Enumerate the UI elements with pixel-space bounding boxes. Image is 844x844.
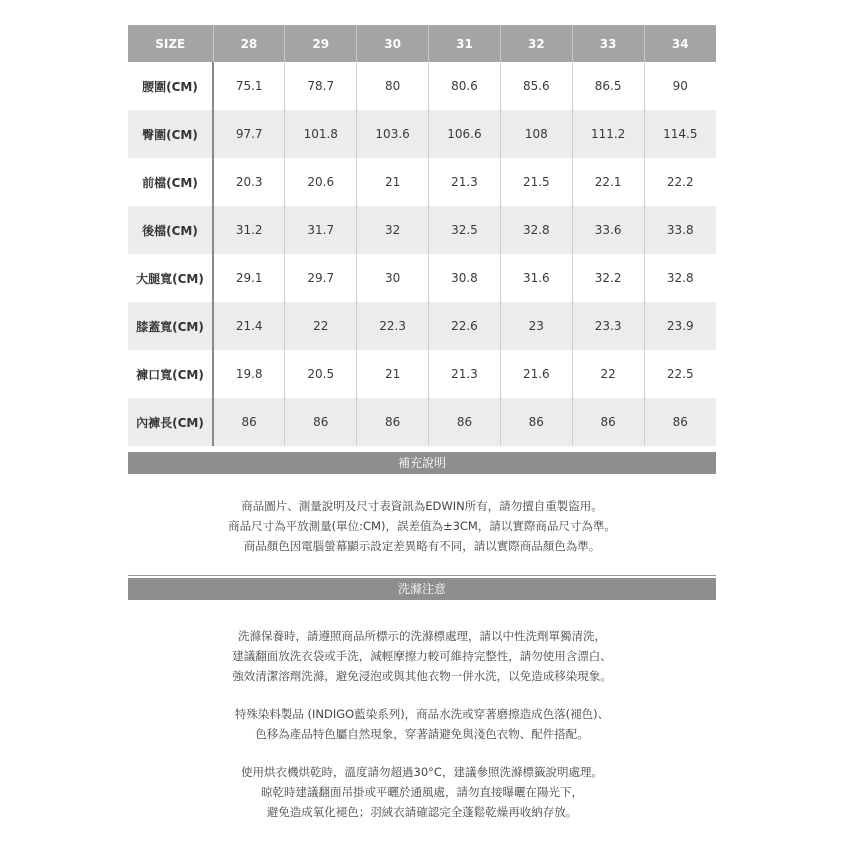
table-cell: 33.8 xyxy=(644,206,716,254)
row-label: 後檔(CM) xyxy=(128,206,213,254)
table-row xyxy=(128,350,716,398)
table-cell: 31.7 xyxy=(285,206,357,254)
size-header-31: 31 xyxy=(429,25,501,62)
table-cell: 21 xyxy=(357,350,429,398)
table-cell: 22 xyxy=(285,302,357,350)
table-cell: 86 xyxy=(500,398,572,446)
washing-paragraph-1 xyxy=(128,626,716,686)
row-label: 臀圍(CM) xyxy=(128,110,213,158)
row-label: 大腿寬(CM) xyxy=(128,254,213,302)
supplement-line: 商品圖片、測量說明及尺寸表資訊為EDWIN所有，請勿擅自重製盜用。 xyxy=(241,499,603,513)
table-row xyxy=(128,302,716,350)
washing-paragraph-2 xyxy=(128,704,716,744)
size-header-33: 33 xyxy=(572,25,644,62)
table-row xyxy=(128,254,716,302)
table-cell: 22.5 xyxy=(666,367,694,381)
row-label: 內褲長(CM) xyxy=(128,398,213,446)
table-cell: 20.6 xyxy=(285,158,357,206)
washing-line: 洗滌保養時，請遵照商品所標示的洗滌標處理，請以中性洗劑單獨清洗， xyxy=(238,629,606,643)
table-cell: 86 xyxy=(572,398,644,446)
washing-title-bar: 洗滌注意 xyxy=(128,578,716,600)
table-cell: 21.3 xyxy=(429,158,501,206)
table-cell: 80.6 xyxy=(429,62,501,110)
table-cell: 31.2 xyxy=(213,206,285,254)
table-cell: 21.4 xyxy=(213,302,285,350)
table-cell: 22.1 xyxy=(572,158,644,206)
table-cell: 106.6 xyxy=(429,110,501,158)
size-header-32: 32 xyxy=(500,25,572,62)
table-cell: 86 xyxy=(285,398,357,446)
table-cell: 32.8 xyxy=(500,206,572,254)
table-cell: 114.5 xyxy=(644,110,716,158)
table-cell: 108 xyxy=(500,110,572,158)
table-cell: 103.6 xyxy=(357,110,429,158)
table-cell: 19.8 xyxy=(213,350,285,398)
size-header-29: 29 xyxy=(285,25,357,62)
table-cell: 97.7 xyxy=(213,110,285,158)
table-cell: 22.2 xyxy=(666,175,694,189)
table-cell: 23.3 xyxy=(572,302,644,350)
table-cell: 86 xyxy=(357,398,429,446)
washing-paragraph-3 xyxy=(128,762,716,822)
row-label: 前檔(CM) xyxy=(128,158,213,206)
table-cell: 32.2 xyxy=(572,254,644,302)
table-cell: 86 xyxy=(644,398,716,446)
table-cell: 33.6 xyxy=(572,206,644,254)
washing-line: 色移為產品特色屬自然現象，穿著請避免與淺色衣物、配件搭配。 xyxy=(255,727,589,741)
table-cell: 20.5 xyxy=(285,350,357,398)
size-header-label: SIZE xyxy=(128,25,213,62)
table-cell: 29.1 xyxy=(213,254,285,302)
table-cell: 20.3 xyxy=(213,158,285,206)
size-header-34: 34 xyxy=(644,25,716,62)
washing-line: 使用烘衣機烘乾時，溫度請勿超過30°C，建議參照洗滌標籤說明處理。 xyxy=(241,765,603,779)
size-header-row xyxy=(128,25,716,62)
table-cell: 75.1 xyxy=(213,62,285,110)
table-cell: 80 xyxy=(357,62,429,110)
row-label: 膝蓋寬(CM) xyxy=(128,302,213,350)
washing-line: 強效清潔溶劑洗滌，避免浸泡或與其他衣物一併水洗，以免造成移染現象。 xyxy=(232,669,612,683)
table-row xyxy=(128,110,716,158)
table-cell: 23 xyxy=(500,302,572,350)
washing-line: 特殊染料製品 (INDIGO藍染系列)，商品水洗或穿著磨擦造成色落(褪色)、 xyxy=(234,707,610,721)
table-cell: 111.2 xyxy=(572,110,644,158)
table-cell: 30 xyxy=(357,254,429,302)
table-cell: 78.7 xyxy=(285,62,357,110)
supplement-line: 商品顏色因電腦螢幕顯示設定差異略有不同，請以實際商品顏色為準。 xyxy=(243,539,601,553)
table-cell: 21.6 xyxy=(500,350,572,398)
table-cell: 29.7 xyxy=(285,254,357,302)
size-table xyxy=(128,25,716,446)
supplement-line: 商品尺寸為平放測量(單位:CM)，誤差值為±3CM，請以實際商品尺寸為準。 xyxy=(228,519,616,533)
table-cell: 32 xyxy=(357,206,429,254)
row-label: 腰圍(CM) xyxy=(128,62,213,110)
size-header-30: 30 xyxy=(357,25,429,62)
table-cell: 22.6 xyxy=(429,302,501,350)
table-cell: 22 xyxy=(572,350,644,398)
row-label: 褲口寬(CM) xyxy=(128,350,213,398)
washing-line: 建議翻面放洗衣袋或手洗，減輕摩擦力較可維持完整性，請勿使用含漂白、 xyxy=(232,649,612,663)
table-cell: 32.8 xyxy=(666,271,694,285)
supplement-title-bar: 補充說明 xyxy=(128,452,716,474)
table-cell: 90 xyxy=(672,79,688,93)
divider xyxy=(128,575,716,576)
size-header-28: 28 xyxy=(213,25,285,62)
washing-line: 晾乾時建議翻面吊掛或平曬於通風處，請勿直接曝曬在陽光下， xyxy=(261,785,583,799)
size-chart xyxy=(128,25,716,446)
washing-line: 避免造成氧化褪色；羽絨衣請確認完全蓬鬆乾燥再收納存放。 xyxy=(266,805,578,819)
table-cell: 31.6 xyxy=(500,254,572,302)
table-cell: 85.6 xyxy=(500,62,572,110)
table-row xyxy=(128,158,716,206)
table-cell: 32.5 xyxy=(429,206,501,254)
table-cell: 21 xyxy=(357,158,429,206)
table-cell: 21.3 xyxy=(429,350,501,398)
table-cell: 101.8 xyxy=(285,110,357,158)
table-cell: 21.5 xyxy=(500,158,572,206)
table-cell: 86 xyxy=(213,398,285,446)
table-row xyxy=(128,398,716,446)
supplement-notes xyxy=(128,496,716,556)
table-cell: 22.3 xyxy=(357,302,429,350)
table-row xyxy=(128,206,716,254)
table-cell: 30.8 xyxy=(429,254,501,302)
table-cell: 23.9 xyxy=(644,302,716,350)
table-row xyxy=(128,62,716,110)
table-cell: 86 xyxy=(429,398,501,446)
table-cell: 86.5 xyxy=(572,62,644,110)
